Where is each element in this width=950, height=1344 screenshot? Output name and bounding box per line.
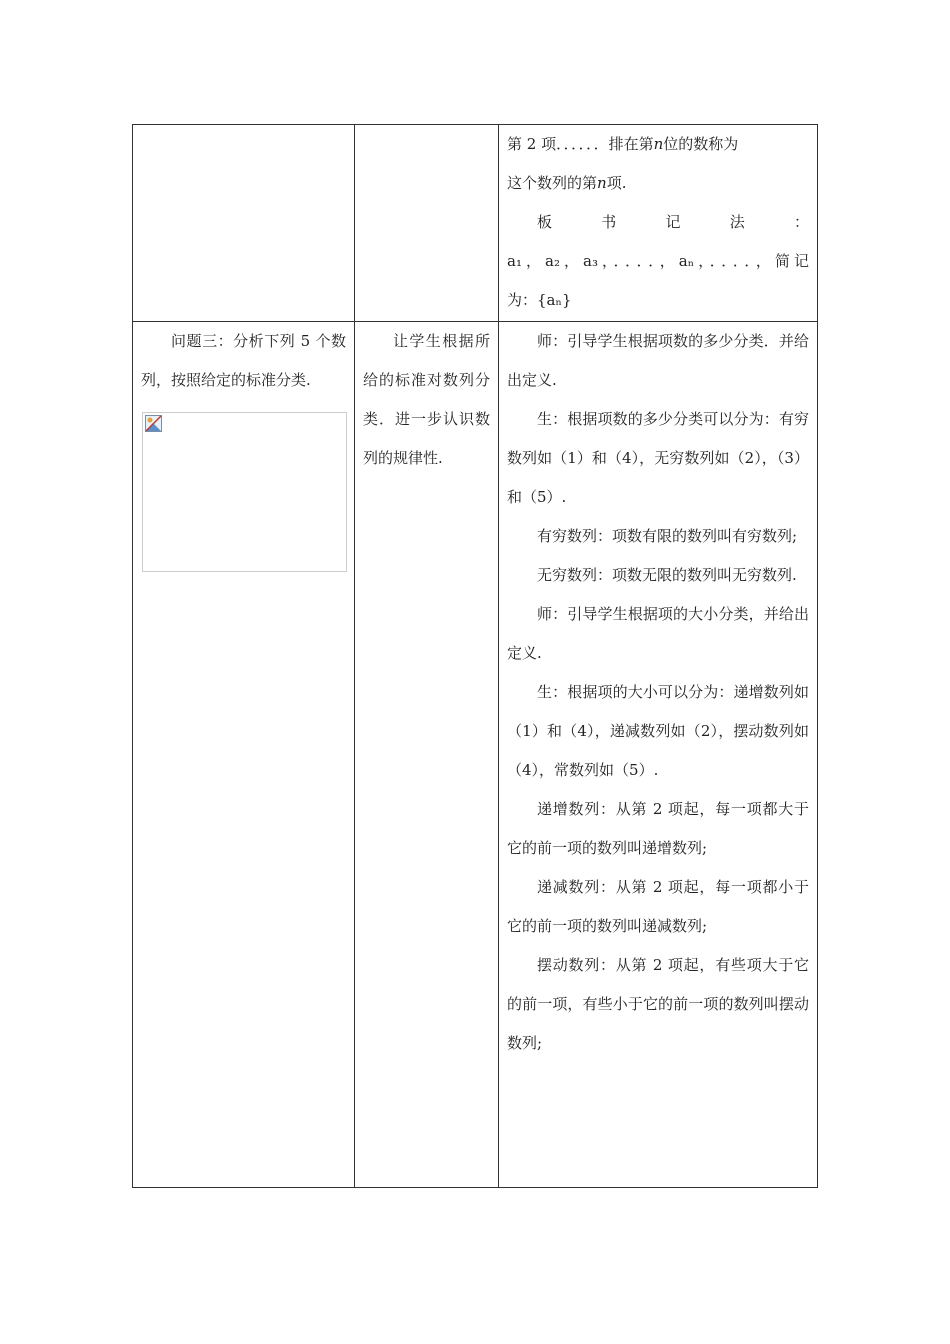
cell-process xyxy=(499,322,818,1188)
lesson-table xyxy=(132,124,818,1188)
cell-intent xyxy=(355,322,499,1188)
para-finite: 有穷数列：项数有限的数列叫有穷数列; xyxy=(537,527,798,545)
para-decreasing: 递减数列：从第 2 项起，每一项都小于它的前一项的数列叫递减数列; xyxy=(507,878,809,935)
cell-process xyxy=(499,125,818,322)
broken-image-icon xyxy=(145,415,162,432)
para-term-n-2: 这个数列的第n项. xyxy=(507,174,627,192)
table-row xyxy=(133,322,818,1188)
para-teacher-1: 师：引导学生根据项数的多少分类．并给出定义. xyxy=(507,332,809,389)
para-board-label: 板 书 记 法 ： xyxy=(537,213,809,231)
para-student-1: 生：根据项数的多少分类可以分为：有穷数列如（1）和（4），无穷数列如（2），（3）和（5）. xyxy=(507,410,809,506)
para-teacher-2: 师：引导学生根据项的大小分类，并给出定义. xyxy=(507,605,809,662)
cell-intent xyxy=(355,125,499,322)
intent-text: 让学生根据所给的标准对数列分类．进一步认识数列的规律性. xyxy=(363,332,490,467)
para-increasing: 递增数列：从第 2 项起，每一项都大于它的前一项的数列叫递增数列; xyxy=(507,800,809,857)
para-sequence: a₁，a₂，a₃，．．．．，aₙ，．．．．，简记 xyxy=(507,252,809,270)
cell-problem xyxy=(133,322,355,1188)
table-row xyxy=(133,125,818,322)
image-placeholder xyxy=(142,412,347,572)
para-oscillating: 摆动数列：从第 2 项起，有些项大于它的前一项，有些小于它的前一项的数列叫摆动数列; xyxy=(507,956,809,1052)
cell-problem xyxy=(133,125,355,322)
problem-text: 问题三：分析下列 5 个数列，按照给定的标准分类. xyxy=(141,332,346,389)
para-infinite: 无穷数列：项数无限的数列叫无穷数列. xyxy=(537,566,797,584)
para-short-notation: 为：{aₙ} xyxy=(507,291,572,309)
para-term-n: 第 2 项．．．．．．排在第n位的数称为 xyxy=(507,135,739,153)
para-student-2: 生：根据项的大小可以分为：递增数列如（1）和（4），递减数列如（2），摆动数列如（4），常数列如（5）. xyxy=(507,683,809,779)
